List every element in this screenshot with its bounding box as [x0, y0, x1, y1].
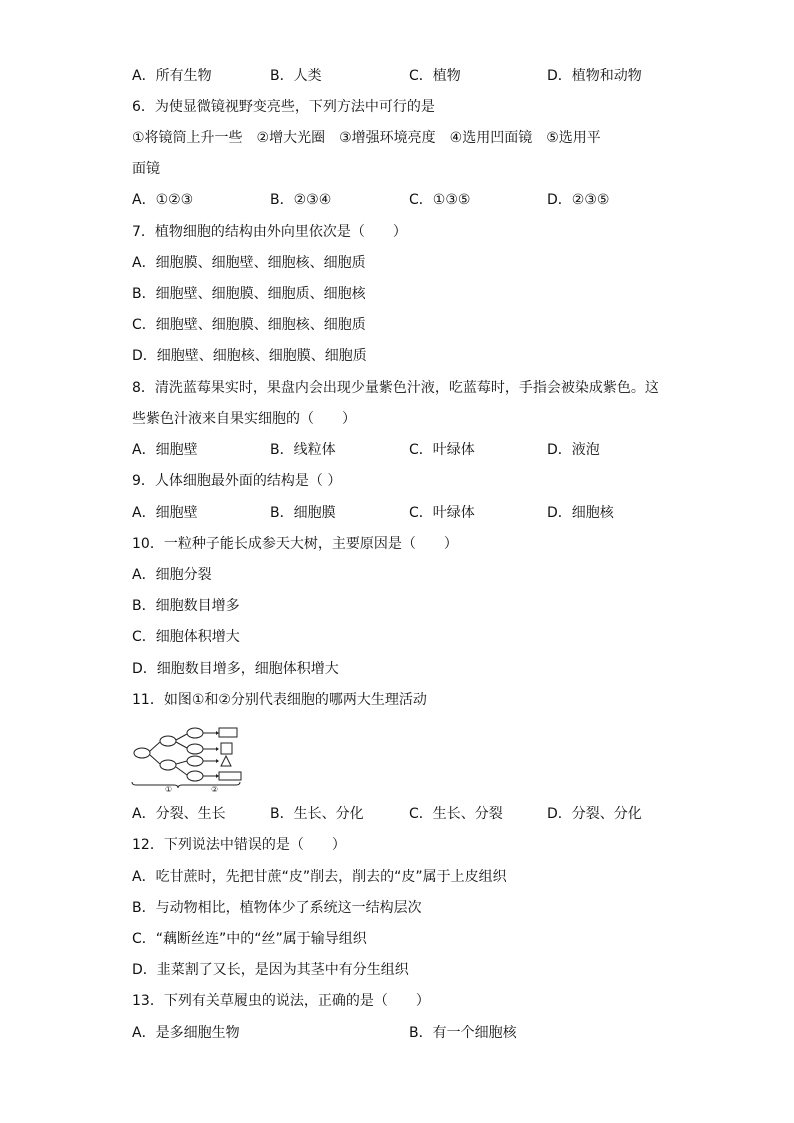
q5-option-a: A．所有生物: [132, 68, 212, 84]
triangle-cell: [221, 756, 231, 766]
q6-option-c: C．①③⑤: [409, 192, 471, 208]
q7-option-c: C．细胞壁、细胞膜、细胞核、细胞质: [132, 317, 366, 333]
q8-option-b: B．线粒体: [270, 442, 336, 458]
q11-option-c: C．生长、分裂: [409, 806, 503, 822]
q7-option-b: B．细胞壁、细胞膜、细胞质、细胞核: [132, 286, 366, 302]
q5-option-d: D．植物和动物: [547, 68, 642, 84]
q9-option-d: D．细胞核: [547, 505, 614, 521]
cell-3d: [187, 771, 203, 781]
q11-option-d: D．分裂、分化: [547, 806, 642, 822]
q8-option-d: D．液泡: [547, 442, 600, 458]
q6-option-a: A．①②③: [132, 192, 194, 208]
square-cell: [221, 743, 232, 754]
cell-2a: [160, 736, 176, 746]
q10-option-d: D．细胞数目增多，细胞体积增大: [132, 661, 339, 677]
q10-stem: 10．一粒种子能长成参天大树，主要原因是（ ）: [132, 536, 458, 552]
q7-option-d: D．细胞壁、细胞核、细胞膜、细胞质: [132, 348, 367, 364]
q12-stem: 12．下列说法中错误的是（ ）: [132, 837, 346, 853]
q10-option-b: B．细胞数目增多: [132, 598, 240, 614]
cell-3a: [187, 728, 203, 738]
q12-option-a: A．吃甘蔗时，先把甘蔗“皮”削去，削去的“皮”属于上皮组织: [132, 869, 507, 885]
q9-option-b: B．细胞膜: [270, 505, 336, 521]
q12-option-d: D．韭菜割了又长，是因为其茎中有分生组织: [132, 962, 409, 978]
cell-1: [134, 748, 150, 758]
cell-3c: [187, 756, 203, 766]
diagram-label-1: ①: [165, 785, 173, 792]
q13-option-b: B．有一个细胞核: [409, 1025, 517, 1041]
q13-option-a: A．是多细胞生物: [132, 1025, 240, 1041]
cell-activity-diagram: [130, 722, 250, 792]
q9-stem: 9．人体细胞最外面的结构是（ ）: [132, 473, 342, 489]
q8-stem-line2: 些紫色汁液来自果实细胞的（ ）: [132, 411, 356, 427]
q10-option-c: C．细胞体积增大: [132, 629, 240, 645]
q5-option-b: B．人类: [270, 68, 322, 84]
diagram-label-2: ②: [211, 785, 219, 792]
q12-option-b: B．与动物相比，植物体少了系统这一结构层次: [132, 900, 422, 916]
q11-stem: 11．如图①和②分别代表细胞的哪两大生理活动: [132, 692, 427, 708]
q13-stem: 13．下列有关草履虫的说法，正确的是（ ）: [132, 993, 430, 1009]
q6-option-b: B．②③④: [270, 192, 332, 208]
q7-option-a: A．细胞膜、细胞壁、细胞核、细胞质: [132, 255, 366, 271]
q6-items-line1: ①将镜筒上升一些 ②增大光圈 ③增强环境亮度 ④选用凹面镜 ⑤选用平: [132, 130, 601, 146]
flat-rect-cell: [219, 772, 241, 780]
q12-option-c: C．“藕断丝连”中的“丝”属于输导组织: [132, 931, 367, 947]
q8-option-c: C．叶绿体: [409, 442, 475, 458]
q8-stem-line1: 8．清洗蓝莓果实时，果盘内会出现少量紫色汁液，吃蓝莓时，手指会被染成紫色。这: [132, 380, 659, 396]
q11-option-b: B．生长、分化: [270, 806, 364, 822]
q9-option-a: A．细胞壁: [132, 505, 198, 521]
cell-2b: [160, 760, 176, 770]
q10-option-a: A．细胞分裂: [132, 567, 212, 583]
long-rect-cell: [219, 728, 237, 737]
q11-option-a: A．分裂、生长: [132, 806, 226, 822]
q6-items-line2: 面镜: [132, 161, 160, 177]
q9-option-c: C．叶绿体: [409, 505, 475, 521]
cell-3b: [187, 744, 203, 754]
q5-option-c: C．植物: [409, 68, 461, 84]
q8-option-a: A．细胞壁: [132, 442, 198, 458]
q7-stem: 7．植物细胞的结构由外向里依次是（ ）: [132, 224, 407, 240]
q6-stem: 6．为使显微镜视野变亮些，下列方法中可行的是: [132, 99, 435, 115]
q6-option-d: D．②③⑤: [547, 192, 610, 208]
